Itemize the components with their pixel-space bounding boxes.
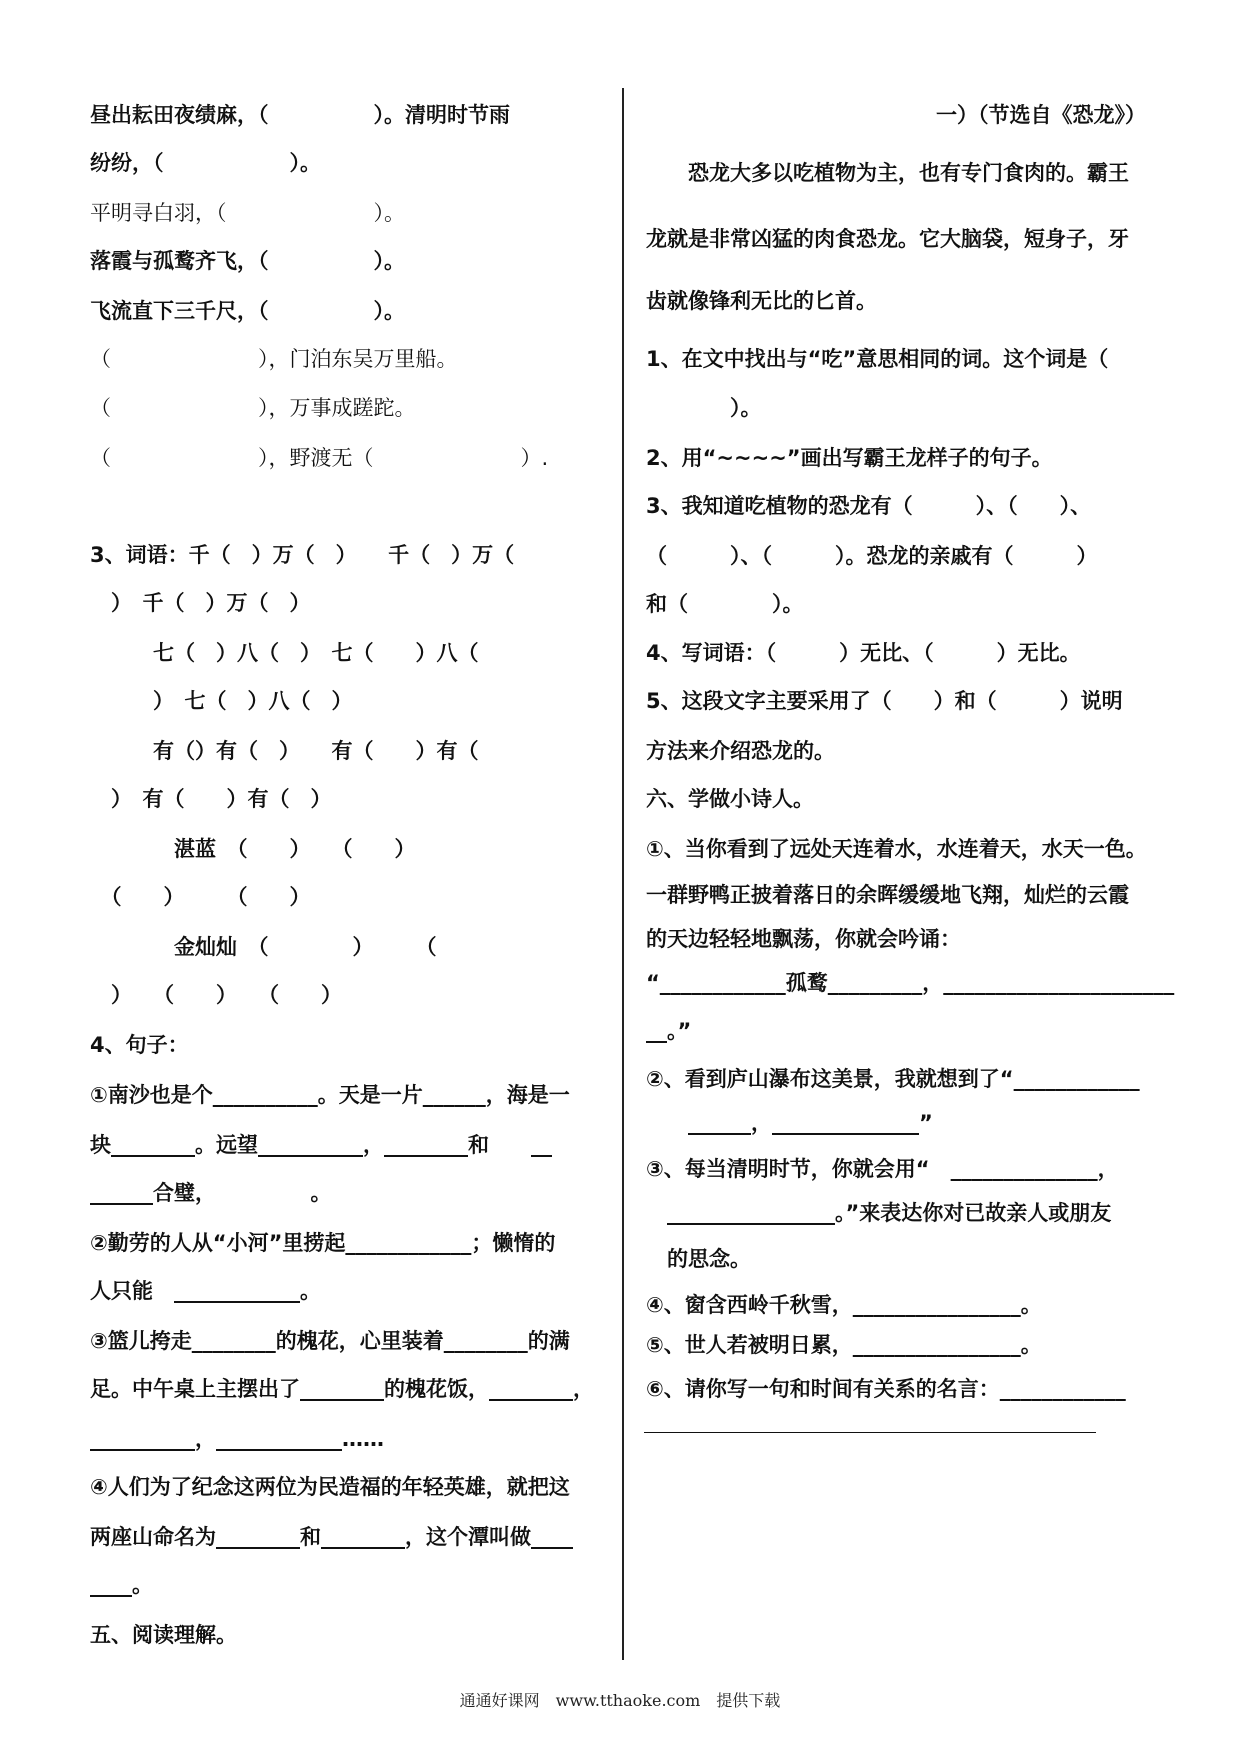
left-text-line: ______合璧， 。	[90, 1181, 332, 1205]
left-text-line: ） 有（ ）有（ ）	[90, 787, 332, 811]
right-text-line: 的天边轻轻地飘荡，你就会吟诵：	[646, 927, 961, 951]
left-text-line: 4、句子：	[90, 1033, 189, 1057]
right-text-line: ②、看到庐山瀑布这美景，我就想到了“____________	[646, 1067, 1140, 1091]
left-text-line: （ ），门泊东吴万里船。	[90, 347, 458, 371]
right-text-line: “____________孤鹜_________，______________________	[646, 971, 1175, 995]
left-text-line: 金灿灿 （ ） （	[90, 935, 437, 959]
left-text-line: 3、词语：千（ ）万（ ） 千（ ）万（	[90, 543, 515, 567]
right-text-line: ③、每当清明时节，你就会用“ ______________，	[646, 1157, 1119, 1181]
left-text-line: 足。中午桌上主摆出了________的槐花饭，________，	[90, 1377, 594, 1401]
left-text-line: 落霞与孤鹜齐飞，（ ）。	[90, 249, 405, 273]
left-text-line: 块________。远望__________，________和 __	[90, 1133, 552, 1157]
left-text-line: 昼出耘田夜绩麻，（ ）。清明时节雨	[90, 103, 510, 127]
footer-text: 通通好课网 www.tthaoke.com 提供下载	[459, 1691, 781, 1710]
right-text-line: 和（ ）。	[646, 592, 804, 616]
left-text-line: 七（ ）八（ ） 七（ ）八（	[90, 641, 479, 665]
right-text-line: ）。	[646, 396, 762, 420]
left-text-line: __________，____________……	[90, 1427, 384, 1451]
left-text-line: 五、阅读理解。	[90, 1623, 237, 1647]
right-text-line: （ ）、（ ）。恐龙的亲戚有（ ）	[646, 544, 1098, 568]
right-text-line: 的思念。	[646, 1247, 751, 1271]
right-text-line: 一）（节选自《恐龙》）	[936, 103, 1146, 127]
left-text-line: 飞流直下三千尺，（ ）。	[90, 299, 405, 323]
right-text-line: ①、当你看到了远处天连着水，水连着天，水天一色。	[646, 837, 1147, 861]
right-text-line: 5、这段文字主要采用了（ ）和（ ）说明	[646, 689, 1123, 713]
right-text-line: 方法来介绍恐龙的。	[646, 739, 835, 763]
left-text-line: （ ），万事成蹉跎。	[90, 396, 416, 420]
left-text-line: ） 千（ ）万（ ）	[90, 591, 311, 615]
right-text-line: ④、窗含西岭千秋雪，________________。	[646, 1293, 1042, 1317]
left-text-line: ④人们为了纪念这两位为民造福的年轻英雄，就把这	[90, 1475, 570, 1499]
right-text-line: 4、写词语：（ ）无比、（ ）无比。	[646, 641, 1081, 665]
right-text-line: 恐龙大多以吃植物为主，也有专门食肉的。霸王	[646, 161, 1129, 185]
left-text-line: ） （ ） （ ）	[90, 983, 342, 1007]
left-text-line: （ ） （ ）	[90, 885, 311, 909]
column-divider	[622, 88, 624, 1660]
answer-rule	[644, 1432, 1096, 1433]
left-text-line: 有（）有（ ） 有（ ）有（	[90, 739, 479, 763]
right-text-line: 齿就像锋利无比的匕首。	[646, 289, 877, 313]
right-text-line: ⑥、请你写一句和时间有关系的名言：____________	[646, 1377, 1126, 1401]
left-text-line: ） 七（ ）八（ ）	[90, 689, 353, 713]
right-text-line: ________________。”来表达你对已故亲人或朋友	[646, 1201, 1112, 1225]
left-text-line: ①南沙也是个__________。天是一片______，海是一	[90, 1083, 570, 1107]
left-text-line: 平明寻白羽，（ ）。	[90, 201, 405, 225]
right-text-line: 1、在文中找出与“吃”意思相同的词。这个词是（	[646, 347, 1109, 371]
left-text-line: 纷纷，（ ）。	[90, 151, 321, 175]
right-text-line: __。”	[646, 1019, 692, 1043]
left-text-line: ③篮儿挎走________的槐花，心里装着________的满	[90, 1329, 570, 1353]
left-text-line: 湛蓝 （ ） （ ）	[90, 837, 416, 861]
left-text-line: 两座山命名为________和________，这个潭叫做____	[90, 1525, 573, 1549]
right-text-line: ______，______________”	[646, 1111, 933, 1135]
right-text-line: 3、我知道吃植物的恐龙有（ ）、（ ）、	[646, 494, 1092, 518]
left-text-line: ____。	[90, 1573, 153, 1597]
left-text-line: 人只能 ____________。	[90, 1279, 321, 1303]
right-text-line: 一群野鸭正披着落日的余晖缓缓地飞翔，灿烂的云霞	[646, 883, 1129, 907]
left-text-line: ②勤劳的人从“小河”里捞起____________；懒惰的	[90, 1231, 556, 1255]
right-text-line: 龙就是非常凶猛的肉食恐龙。它大脑袋，短身子，牙	[646, 227, 1129, 251]
right-text-line: ⑤、世人若被明日累，________________。	[646, 1333, 1042, 1357]
left-text-line: （ ），野渡无（ ）.	[90, 446, 549, 470]
right-text-line: 2、用“~~~~”画出写霸王龙样子的句子。	[646, 446, 1053, 470]
right-text-line: 六、学做小诗人。	[646, 787, 814, 811]
